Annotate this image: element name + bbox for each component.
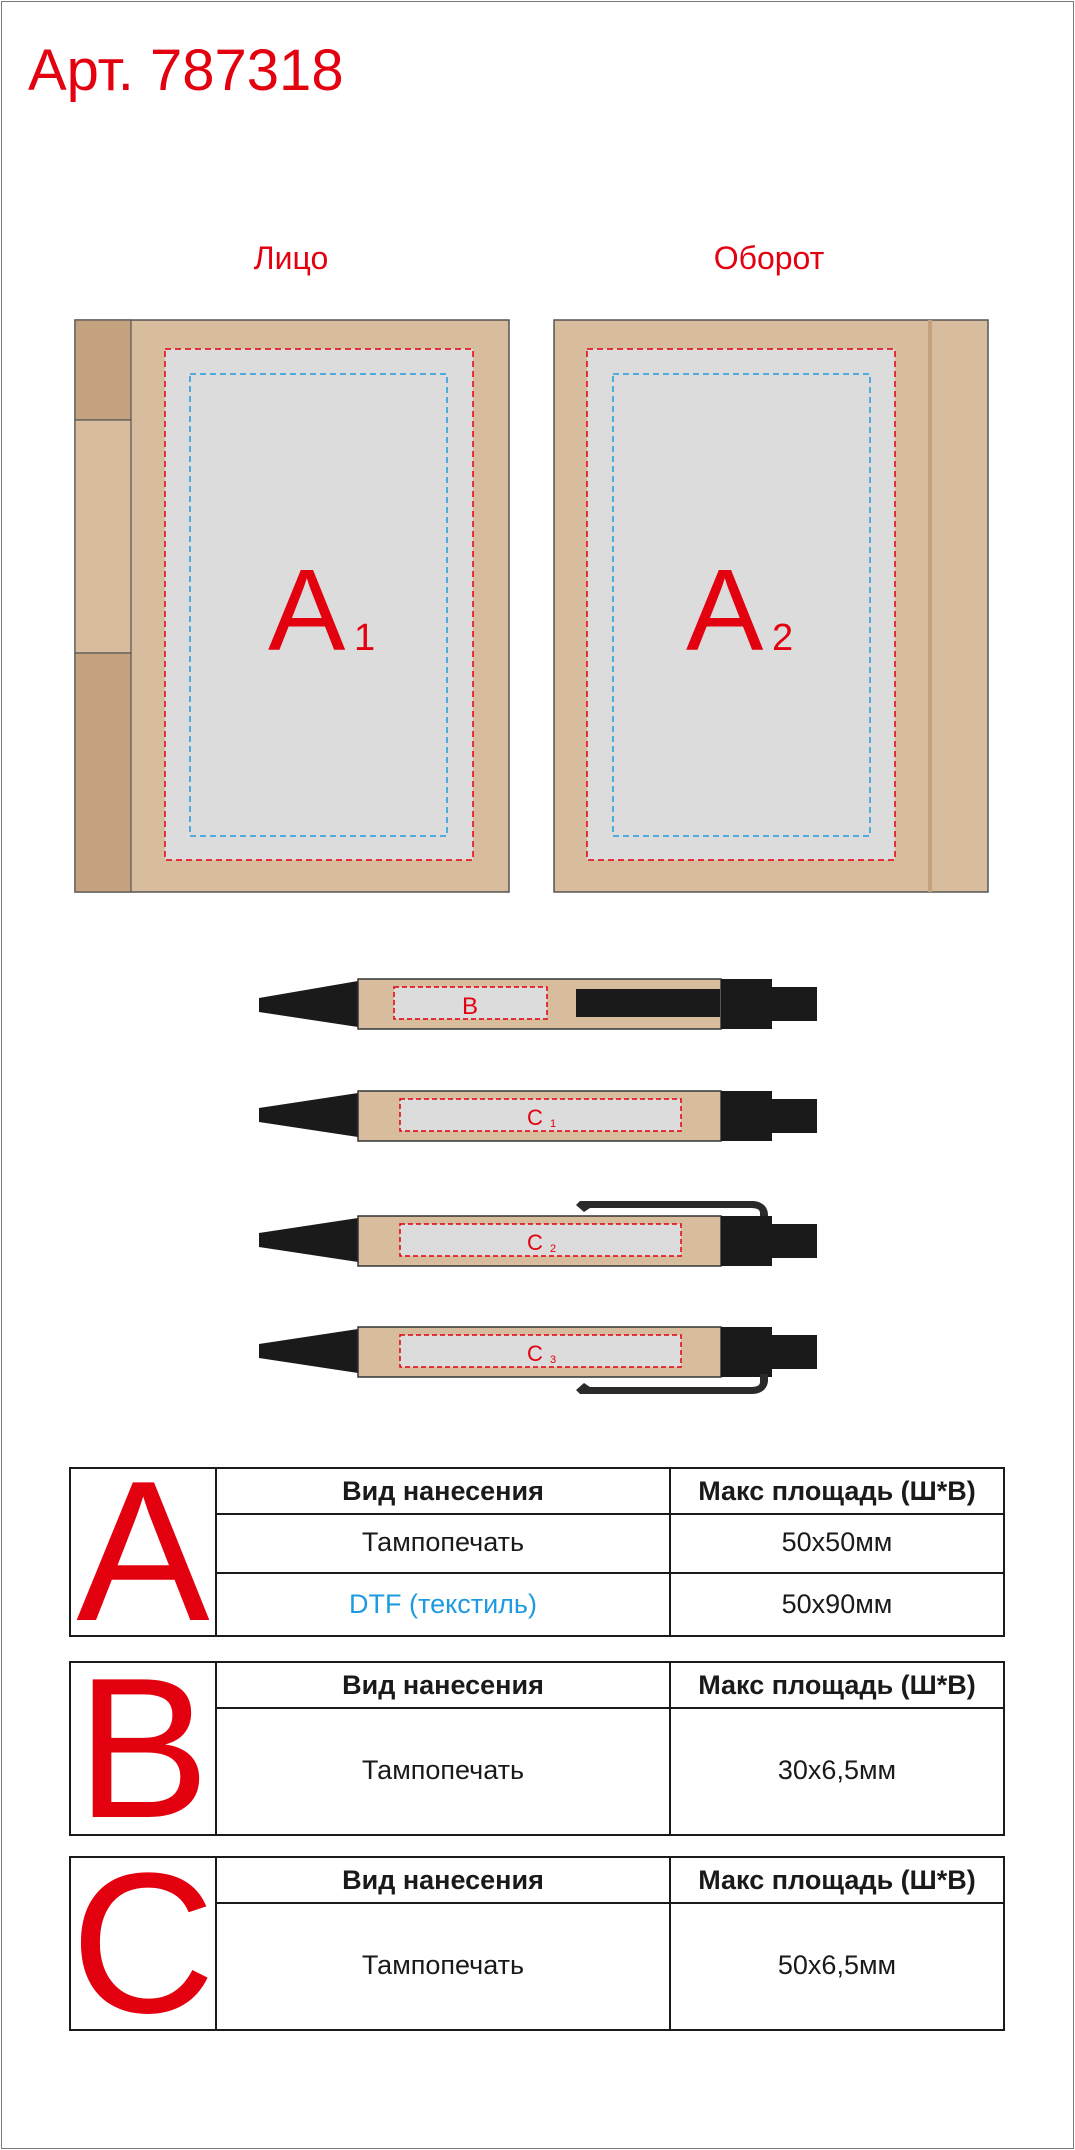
area-header: Макс площадь (Ш*В) xyxy=(671,1469,1003,1515)
method-header: Вид нанесения xyxy=(217,1858,671,1904)
area-cell: 50x6,5мм xyxy=(777,1950,897,1980)
table-a-letter: A xyxy=(71,1469,217,1635)
pen-c3 xyxy=(259,1327,817,1394)
zone-c1-letter: C xyxy=(527,1105,543,1130)
pen-c2 xyxy=(259,1201,817,1266)
area-header: Макс площадь (Ш*В) xyxy=(671,1663,1003,1709)
spec-table-b xyxy=(69,1661,1005,1836)
method-cell: Тампопечать xyxy=(217,1707,671,1834)
notebook-back xyxy=(554,320,988,892)
pen-b xyxy=(259,979,817,1029)
back-label: Оборот xyxy=(713,240,825,276)
area-cell: 50x50мм xyxy=(671,1513,1003,1574)
front-label: Лицо xyxy=(253,240,329,276)
method-cell: DTF (текстиль) xyxy=(217,1574,671,1635)
zone-c2-letter: C xyxy=(527,1230,543,1255)
method-header: Вид нанесения xyxy=(217,1663,671,1709)
table-c-letter: C xyxy=(71,1858,216,2029)
zone-a1-index: 1 xyxy=(354,617,376,659)
area-cell: 30x6,5мм xyxy=(777,1755,897,1785)
spec-table-a xyxy=(69,1467,1005,1637)
zone-c3-index: 3 xyxy=(550,1354,557,1366)
zone-a2-letter: A xyxy=(686,545,764,675)
zone-b-label: B xyxy=(461,993,479,1020)
method-header: Вид нанесения xyxy=(217,1469,671,1515)
zone-c3-letter: C xyxy=(527,1341,543,1366)
zone-c1-index: 1 xyxy=(550,1118,557,1130)
zone-a1-letter: A xyxy=(268,545,346,675)
method-cell: Тампопечать xyxy=(217,1513,671,1574)
area-header: Макс площадь (Ш*В) xyxy=(671,1858,1003,1904)
pen-c1 xyxy=(259,1091,817,1141)
table-b-letter: B xyxy=(71,1663,217,1834)
zone-a2-index: 2 xyxy=(772,617,794,659)
method-cell: Тампопечать xyxy=(217,1902,671,2029)
area-cell: 50x90мм xyxy=(781,1589,893,1619)
article-title: Арт. 787318 xyxy=(28,38,344,103)
notebook-front xyxy=(75,320,509,892)
zone-c2-index: 2 xyxy=(550,1243,557,1255)
spec-table-c xyxy=(69,1856,1005,2031)
